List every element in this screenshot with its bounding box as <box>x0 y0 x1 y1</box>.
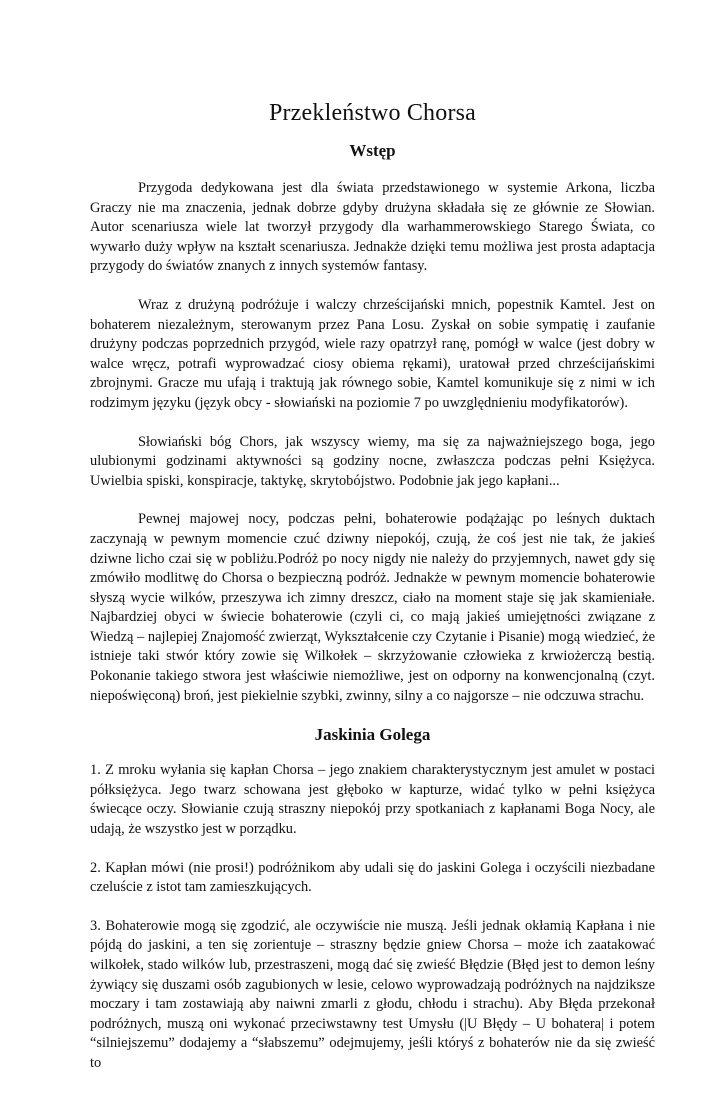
paragraph: Przygoda dedykowana jest dla świata przedstawionego w systemie Arkona, liczba Graczy nie ma znaczenia, jednak dobrze gdyby drużyna składała się ze głównie ze Słowian. Autor scenariusza wiele lat tworzył przygody dla warhammerowskiego Starego Świata, co wywarło duży wpływ na kształt scenariusza. Jednakże dzięki temu możliwa jest prosta adaptacja przygody do światów znanych z innych systemów fantasy. <box>90 180 655 275</box>
section-heading-intro: Wstęp <box>349 141 396 160</box>
document-title: Przekleństwo Chorsa <box>268 100 477 126</box>
document-page <box>90 100 655 1093</box>
paragraph: Słowiański bóg Chors, jak wszyscy wiemy, ma się za najważniejszego boga, jego ulubionymi godzinami aktywności są godziny nocne, zwłaszcza podczas pełni Księżyca. Uwielbia spiski, konspiracje, taktykę, skrytobójstwo. Podobnie jak jego kapłani... <box>90 433 655 489</box>
numbered-paragraph: 2. Kapłan mówi (nie prosi!) podróżnikom aby udali się do jaskini Golega i oczyścili niezbadane czeluście z istot tam zamieszkujących. <box>90 859 655 896</box>
section-heading-cave: Jaskinia Golega <box>314 725 431 745</box>
numbered-paragraph: 1. Z mroku wyłania się kapłan Chorsa – jego znakiem charakterystycznym jest amulet w postaci półksiężyca. Jego twarz schowana jest głęboko w kapturze, widać tylko w pełni księżyca świecące oczy. Słowianie czują straszny niepokój przy spotkaniach z kapłanami Boga Nocy, ale udają, że wszystko jest w porządku. <box>90 762 655 838</box>
paragraph: Pewnej majowej nocy, podczas pełni, bohaterowie podążając po leśnych duktach zaczynają w pewnym momencie czuć dziwny niepokój, czują, że coś jest nie tak, że jakieś dziwne licho czai się w pobliżu.Podróż po nocy nigdy nie należy do przyjemnych, nawet gdy się zmówiło modlitwę do Chorsa o bezpieczną podróż. Jednakże w pewnym momencie bohaterowie słyszą wycie wilków, przeszywa ich zimny dreszcz, ciało na moment staje się jak skamieniałe. Najbardziej obyci w świecie bohaterowie (czyli ci, co mają jakieś umiejętności związane z Wiedzą – najlepiej Znajomość zwierząt, Wykształcenie czy Czytanie i Pisanie) mogą wiedzieć, że istnieje taki stwór który zowie się Wilkołek – skrzyżowanie człowieka z krwiożerczą bestią. Pokonanie takiego stwora jest właściwie niemożliwe, jest on odporny na konwencjonalną (czyt. niepoświęconą) broń, jest piekielnie szybki, zwinny, silny a co najgorsze – nie odczuwa strachu. <box>90 511 655 704</box>
paragraph: Wraz z drużyną podróżuje i walczy chrześcijański mnich, popestnik Kamtel. Jest on bohaterem niezależnym, sterowanym przez Pana Losu. Zyskał on sobie sympatię i zaufanie drużyny podczas poprzednich przygód, wiele razy opatrzył ranę, pomógł w walce (jest dobry w walce wręcz, potrafi wyprowadzać ciosy obiema rękami), uratował przed chrześcijańskimi zbrojnymi. Gracze mu ufają i traktują jak równego sobie, Kamtel komunikuje się z nimi w ich rodzimym języku (język obcy - słowiański na poziomie 7 po uwzględnieniu modyfikatorów). <box>90 296 655 411</box>
numbered-paragraph: 3. Bohaterowie mogą się zgodzić, ale oczywiście nie muszą. Jeśli jednak okłamią Kapłana i nie pójdą do jaskini, a ten się zorientuje – straszny będzie gniew Chorsa – może ich zaatakować wilkołek, stado wilków lub, przestraszeni, mogą dać się zwieść Błędzie (Błęd jest to demon leśny żywiący się duszami osób zagubionych w lesie, celowo wyprowadzają podróżnych na najdziksze moczary i tam zostawiają aby naiwni zmarli z głodu, chłodu i strachu). Aby Błęda przekonał podróżnych, muszą oni wykonać przeciwstawny test Umysłu (|U Błędy – U bohatera| i potem “silniejszemu” dodajemy a “słabszemu” odejmujemy, jeśli któryś z bohaterów nie da się zwieść to <box>90 917 655 1071</box>
